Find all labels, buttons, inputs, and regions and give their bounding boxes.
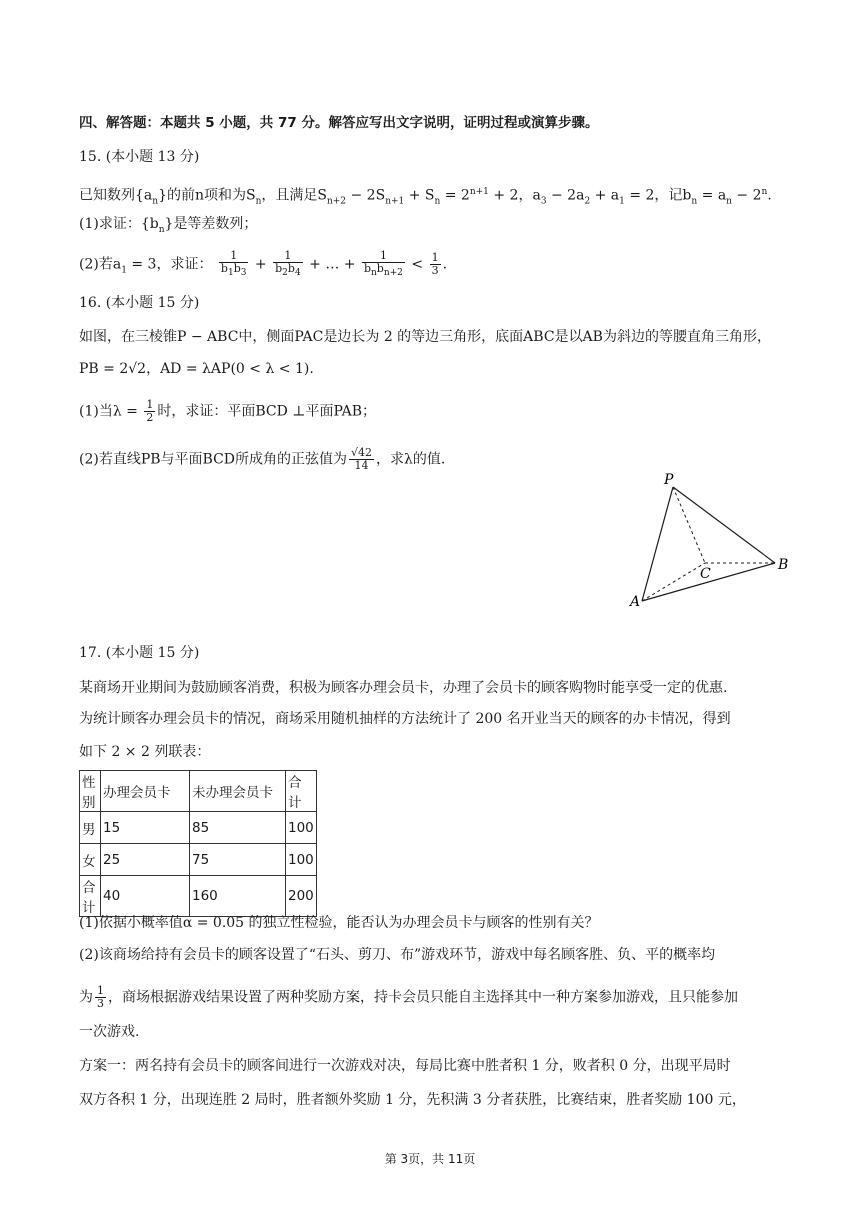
q17-para1: 某商场开业期间为鼓励顾客消费，积极为顾客办理会员卡，办理了会员卡的顾客购物时能享受一定的优惠. — [79, 680, 728, 696]
fraction: $\frac{1}{3}$ — [431, 251, 439, 278]
q16-line1: 如图，在三棱锥P − ABC中，侧面PAC是边长为 2 的等边三角形，底面ABC是以AB为斜边的等腰直角三角形， — [79, 329, 771, 345]
page-footer: 第 3页，共 11页 — [384, 1152, 476, 1166]
q17-plan1-line2: 双方各积 1 分，出现连胜 2 局时，胜者额外奖励 1 分，先积满 3 分者获胜，比赛结束，胜者奖励 100 元， — [79, 1092, 746, 1108]
table-header-cell: 办理会员卡 — [101, 771, 190, 812]
section-heading: 四、解答题：本题共 5 小题，共 77 分。解答应写出文字说明，证明过程或演算步骤。 — [79, 115, 599, 131]
table-cell: 男 — [80, 812, 101, 844]
edge-PB — [673, 487, 775, 563]
table-row — [80, 844, 317, 876]
table-cell: 25 — [101, 844, 190, 876]
table-cell: 75 — [190, 844, 286, 876]
q16-part2: (2)若直线PB与平面BCD所成角的正弦值为 $\frac{√42}{14}$ ，求λ的值. — [79, 446, 446, 472]
fraction: $\frac{1}{3}$ — [97, 984, 104, 1010]
q16-part1: (1)当λ = $\frac{1}{2}$ 时，求证：平面BCD ⊥平面PAB； — [79, 398, 376, 424]
q16-number: 16. (本小题 15 分) — [79, 295, 200, 311]
q17-plan1-line1: 方案一：两名持有会员卡的顾客间进行一次游戏对决，每局比赛中胜者积 1 分，败者积 0 分，出现平局时 — [79, 1058, 731, 1074]
q17-number: 17. (本小题 15 分) — [79, 645, 200, 661]
pyramid-figure — [620, 465, 800, 615]
contingency-table — [79, 770, 317, 917]
table-cell: 100 — [286, 844, 317, 876]
table-header-cell: 未办理会员卡 — [190, 771, 286, 812]
table-cell: 85 — [190, 812, 286, 844]
fraction: $\frac{1}{2}$ — [146, 398, 154, 424]
fraction: $\frac{1}{b_nb_{n+2}}$ — [363, 249, 403, 279]
q17-part2-line1: (2)该商场给持有会员卡的顾客设置了“石头、剪刀、布”游戏环节，游戏中每名顾客胜、负、平的概率均 — [79, 947, 716, 963]
q17-para3: 如下 2 × 2 列联表： — [79, 744, 211, 760]
table-cell: 女 — [80, 844, 101, 876]
q17-part2-line3: 一次游戏. — [79, 1024, 140, 1040]
label-A: A — [630, 594, 641, 610]
table-cell: 200 — [286, 876, 317, 917]
table-cell: 合计 — [80, 876, 101, 917]
table-header-row — [80, 771, 317, 812]
table-cell: 15 — [101, 812, 190, 844]
q16-line2: PB = 2√2，AD = λAP(0 < λ < 1). — [79, 361, 314, 377]
table-row — [80, 812, 317, 844]
table-header-cell: 合计 — [286, 771, 317, 812]
q15-stem: 已知数列$\{a_n\}$的前n项和为$S_n$，且满足$S_{n+2} - 2S_{n+1} + S_n = 2^{n+1} + 2$，$a_3 - 2a_2 + a_1 = 2$，记$b_n = a_n - 2^n$. — [79, 187, 772, 207]
table-cell: 100 — [286, 812, 317, 844]
table-cell: 160 — [190, 876, 286, 917]
q17-para2: 为统计顾客办理会员卡的情况，商场采用随机抽样的方法统计了 200 名开业当天的顾客的办卡情况，得到 — [79, 711, 731, 727]
q15-part2: (2)若$a_1 = 3$，求证： $\frac{1}{b_1b_3}$ + $\frac{1}{b_2b_4}$ + … + $\frac{1}{b_nb_{n+2}}$ < $\frac{1}{3}$ . — [79, 249, 448, 279]
fraction: $\frac{√42}{14}$ — [351, 446, 373, 472]
fraction: $\frac{1}{b_1b_3}$ — [220, 249, 247, 279]
fraction: $\frac{1}{b_2b_4}$ — [275, 249, 301, 279]
q17-part1: (1)依据小概率值α = 0.05 的独立性检验，能否认为办理会员卡与顾客的性别有关？ — [79, 915, 599, 931]
q15-number: 15. (本小题 13 分) — [79, 149, 200, 165]
edge-AC — [642, 563, 705, 601]
q15-part1: (1)求证：$\{b_n\}$是等差数列； — [79, 216, 258, 235]
label-B: B — [778, 557, 789, 573]
table-cell: 40 — [101, 876, 190, 917]
table-row — [80, 876, 317, 917]
q17-part2-line2: 为 $\frac{1}{3}$ ，商场根据游戏结果设置了两种奖励方案，持卡会员只能自主选择其中一种方案参加游戏，且只能参加 — [79, 984, 738, 1010]
label-P: P — [664, 472, 674, 488]
table-header-cell: 性别 — [80, 771, 101, 812]
label-C: C — [700, 566, 711, 582]
edge-PA — [642, 487, 673, 601]
